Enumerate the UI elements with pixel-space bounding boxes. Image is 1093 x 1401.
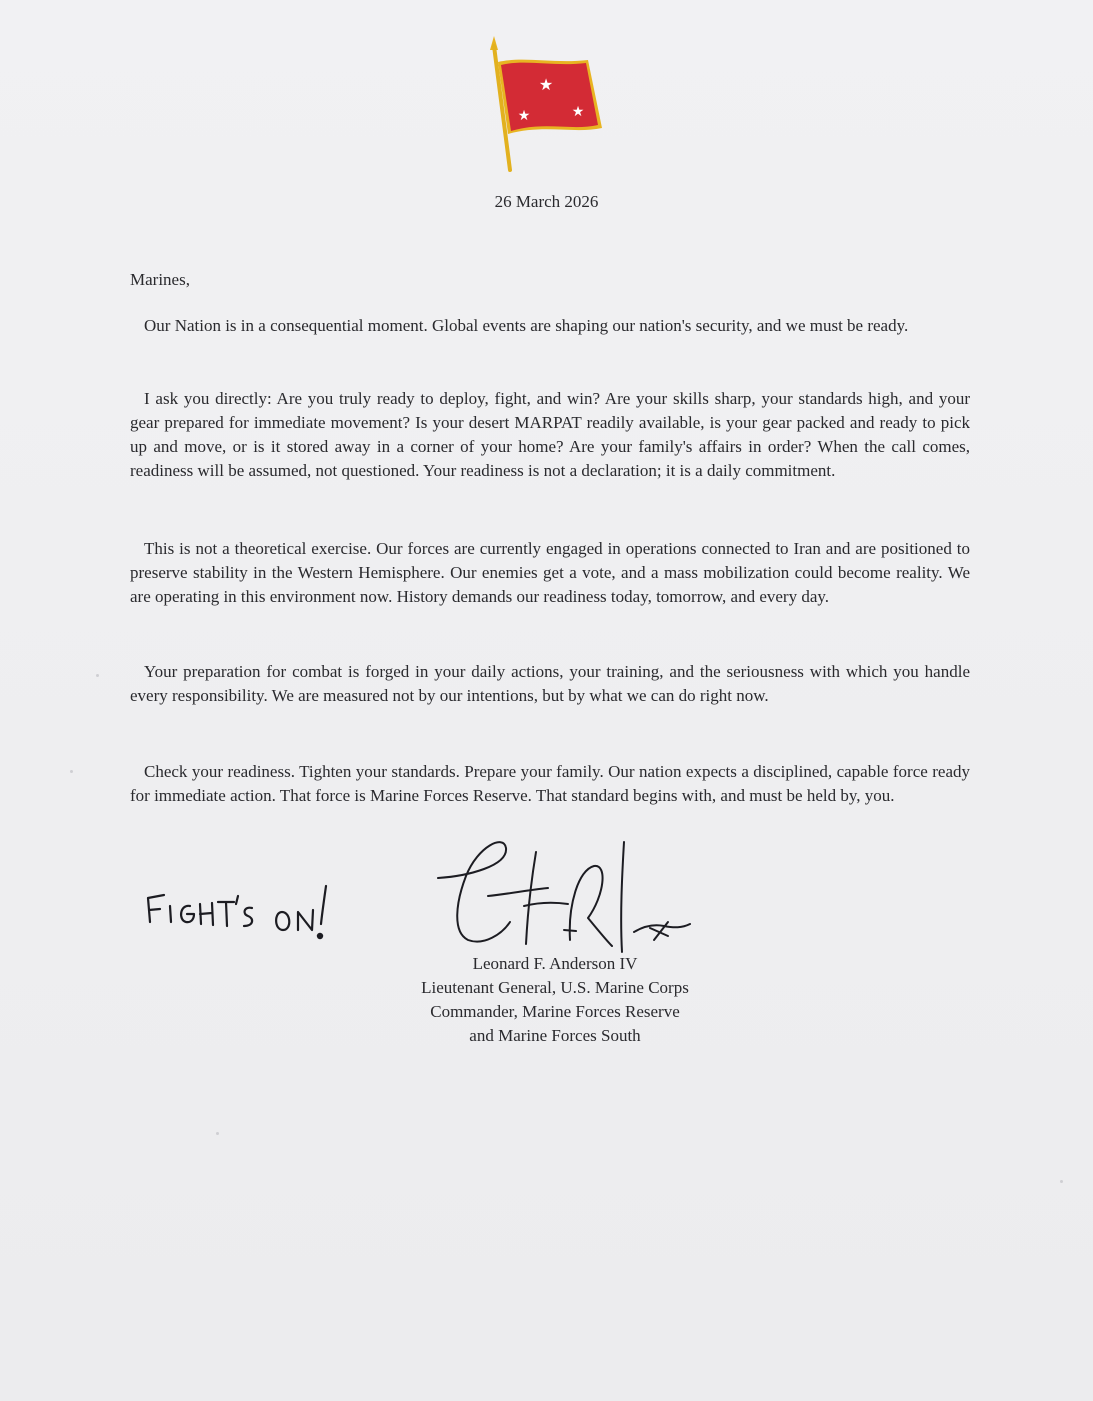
- signer-name: Leonard F. Anderson IV: [472, 954, 638, 973]
- paragraph-5: Check your readiness. Tighten your standards. Prepare your family. Our nation expects a disciplined, capable force ready for immediate action. That force is Marine Forces Reserve. That standard begins with, and must be held by, you.: [130, 762, 970, 805]
- paragraph-4: Your preparation for combat is forged in your daily actions, your training, and the seriousness with which you handle every responsibility. We are measured not by our intentions, but by what we can do right now.: [130, 662, 970, 705]
- paper-speck: [70, 770, 73, 773]
- signature: [428, 836, 708, 966]
- paper-speck: [216, 1132, 219, 1135]
- three-star-flag-icon: [484, 34, 614, 174]
- paragraph-1: Our Nation is in a consequential moment. Global events are shaping our nation's security, and we must be ready.: [144, 316, 909, 335]
- paragraph-3: This is not a theoretical exercise. Our forces are currently engaged in operations connected to Iran and are positioned to preserve stability in the Western Hemisphere. Our enemies get a vote, and a mass mobilization could become reality. We are operating in this environment now. History demands our readiness today, tomorrow, and every day.: [130, 539, 970, 606]
- svg-text:★: ★: [571, 104, 585, 120]
- svg-text:★: ★: [538, 75, 554, 94]
- handwritten-note-fights-on: [140, 880, 340, 950]
- paragraph-2: I ask you directly: Are you truly ready to deploy, fight, and win? Are your skills sharp, your standards high, and your gear prepared for immediate movement? Is your desert MARPAT readily available, is your gear packed and ready to pick up and move, or is it stored away in a corner of your home? Are your family's affairs in order? When the call comes, readiness will be assumed, not questioned. Your readiness is not a declaration; it is a daily commitment.: [130, 389, 970, 480]
- paper-speck: [1060, 1180, 1063, 1183]
- signature-block: [330, 952, 780, 1048]
- paper-speck: [96, 674, 99, 677]
- svg-text:★: ★: [517, 108, 531, 124]
- signer-position-line-1: Commander, Marine Forces Reserve: [430, 1002, 680, 1021]
- signer-title: Lieutenant General, U.S. Marine Corps: [421, 978, 689, 997]
- signer-position-line-2: and Marine Forces South: [469, 1026, 641, 1045]
- letter-date: 26 March 2026: [494, 192, 599, 211]
- salutation: Marines,: [130, 270, 190, 289]
